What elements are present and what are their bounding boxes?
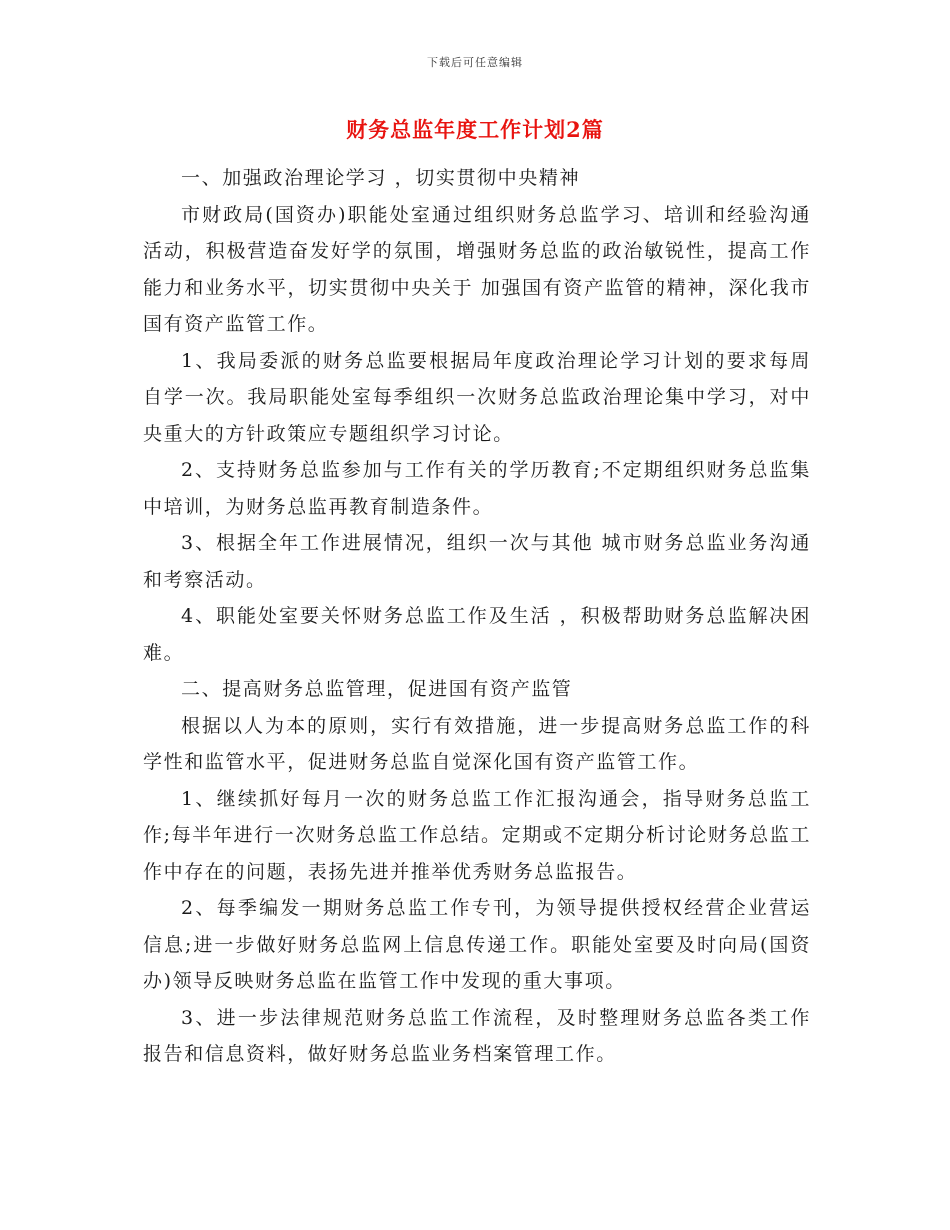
paragraph-section-2: 根据以人为本的原则，实行有效措施，进一步提高财务总监工作的科学性和监管水平，促进财务总监自觉深化国有资产监管工作。	[143, 714, 811, 773]
section-heading-2: 二、提高财务总监管理，促进国有资产监管	[181, 678, 573, 700]
list-item-7: 3、进一步法律规范财务总监工作流程，及时整理财务总监各类工作报告和信息资料，做好财务总监业务档案管理工作。	[143, 1006, 811, 1065]
document-body	[143, 160, 811, 1073]
list-item-3: 3、根据全年工作进展情况，组织一次与其他 城市财务总监业务沟通和考察活动。	[143, 532, 811, 591]
list-item-2: 2、支持财务总监参加与工作有关的学历教育;不定期组织财务总监集中培训，为财务总监再教育制造条件。	[143, 459, 811, 518]
list-item-5: 1、继续抓好每月一次的财务总监工作汇报沟通会，指导财务总监工作;每半年进行一次财务总监工作总结。定期或不定期分析讨论财务总监工作中存在的问题，表扬先进并推举优秀财务总监报告。	[143, 787, 811, 883]
list-item-4: 4、职能处室要关怀财务总监工作及生活 ，积极帮助财务总监解决困难。	[143, 605, 811, 664]
paragraph-intro: 市财政局(国资办)职能处室通过组织财务总监学习、培训和经验沟通活动，积极营造奋发好学的氛围，增强财务总监的政治敏锐性，提高工作能力和业务水平，切实贯彻中央关于 加强国有资产监管的精神，深化我市国有资产监管工作。	[143, 203, 811, 335]
document-title: 财务总监年度工作计划2篇	[346, 117, 604, 142]
list-item-6: 2、每季编发一期财务总监工作专刊，为领导提供授权经营企业营运信息;进一步做好财务总监网上信息传递工作。职能处室要及时向局(国资办)领导反映财务总监在监管工作中发现的重大事项。	[143, 897, 811, 992]
header-note: 下载后可任意编辑	[427, 56, 523, 69]
section-heading-1: 一、加强政治理论学习 ，切实贯彻中央精神	[181, 167, 581, 189]
list-item-1: 1、我局委派的财务总监要根据局年度政治理论学习计划的要求每周自学一次。我局职能处室每季组织一次财务总监政治理论集中学习，对中央重大的方针政策应专题组织学习讨论。	[143, 349, 811, 445]
